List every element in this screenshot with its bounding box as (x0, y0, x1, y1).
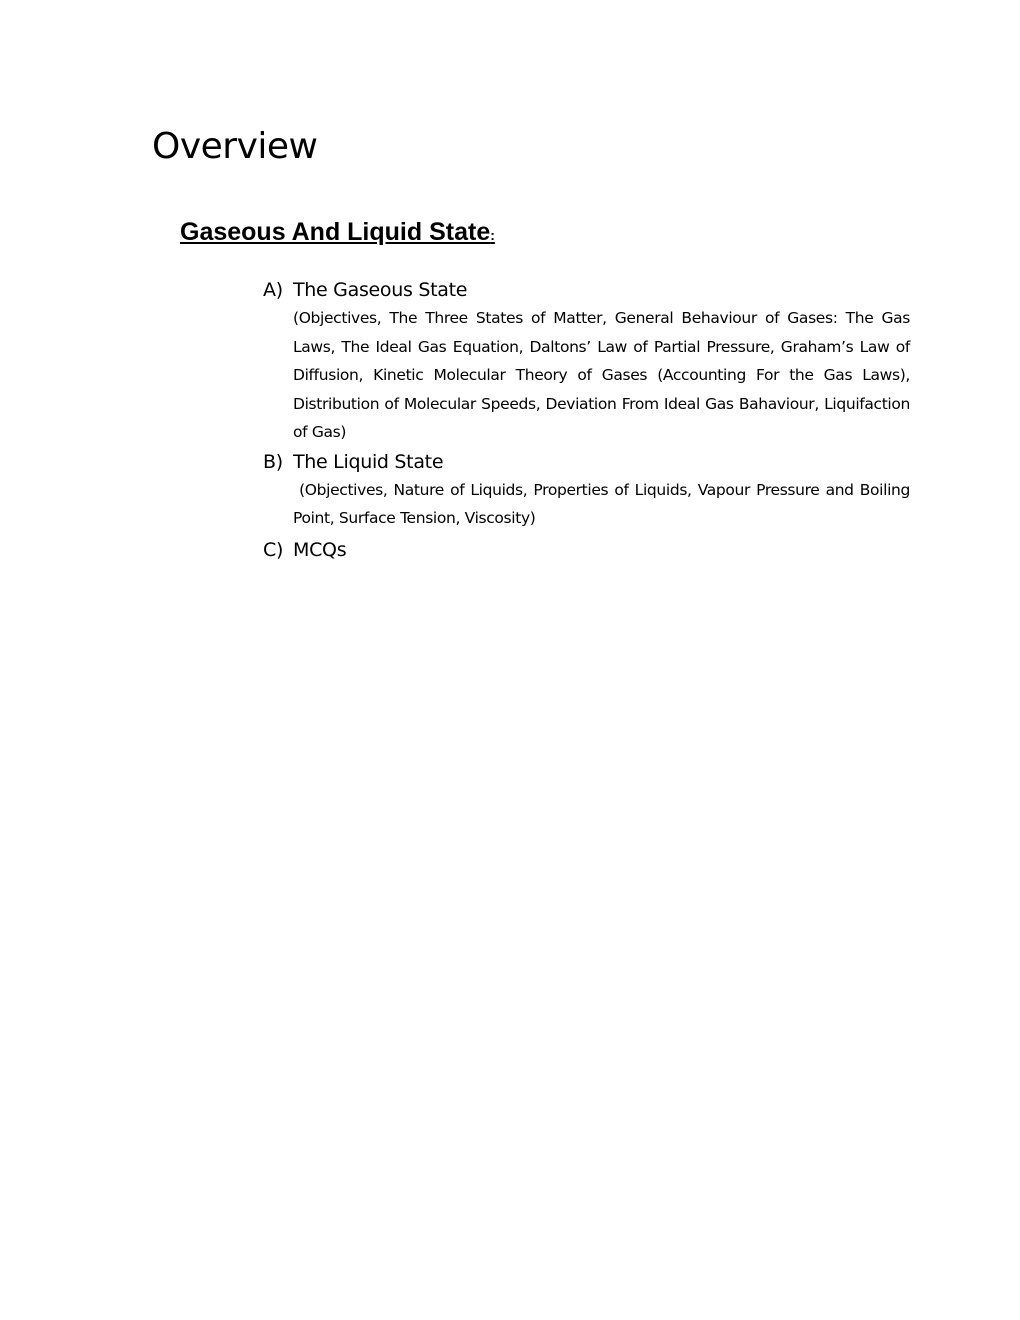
outline-item-title: The Liquid State (293, 450, 444, 473)
outline-item-heading (263, 536, 910, 564)
subtitle-text: Gaseous And Liquid State (180, 218, 491, 246)
outline-item-description: (Objectives, The Three States of Matter, General Behaviour of Gases: The Gas Laws, The Ideal Gas Equation, Daltons’ Law of Partial Pressure, Graham’s Law of Diffusion, Kinetic Molecular Theory of Gases (Accounting For the Gas Laws), Distribution of Molecular Speeds, Deviation From Ideal Gas Bahaviour, Liquifaction of Gas) (293, 309, 910, 441)
outline-item-description: (Objectives, Nature of Liquids, Properties of Liquids, Vapour Pressure and Boiling Point, Surface Tension, Viscosity) (293, 480, 915, 527)
outline-item-letter: A) (263, 279, 283, 301)
outline-item-title: MCQs (293, 538, 347, 561)
outline-item-heading (263, 448, 910, 476)
outline-item-mcqs (263, 536, 910, 564)
subtitle-colon: : (490, 227, 495, 243)
page-title: Overview (152, 126, 318, 167)
outline-list (263, 276, 915, 564)
section-subtitle (180, 216, 495, 251)
outline-item-letter: B) (263, 450, 283, 473)
outline-item-heading (263, 276, 910, 304)
outline-item-letter: C) (263, 538, 284, 561)
outline-item-gaseous-state (263, 276, 910, 447)
outline-item-liquid-state (263, 448, 915, 533)
outline-item-title: The Gaseous State (293, 279, 468, 301)
